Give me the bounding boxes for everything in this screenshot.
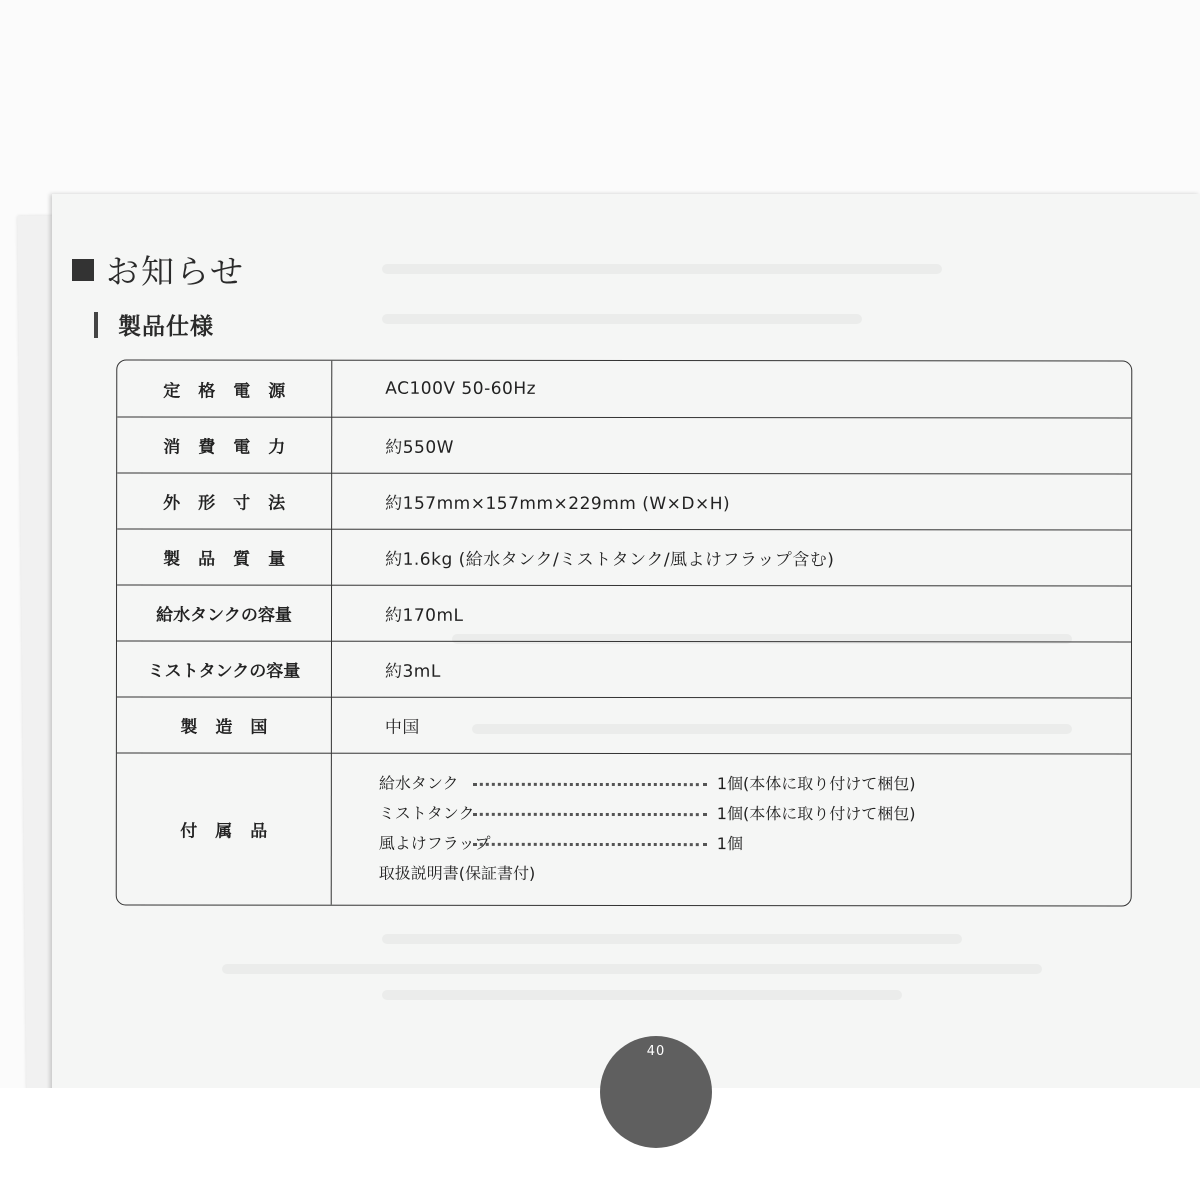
sub-heading [94, 308, 214, 341]
spec-label: 製造国 [117, 696, 332, 752]
accessory-qty: 1個 [716, 833, 743, 853]
bleed-through-text [382, 314, 862, 324]
spec-label: 付属品 [117, 752, 332, 904]
spec-value: 約550W [385, 437, 454, 458]
spec-value: 約157mm×157mm×229mm (W×D×H) [385, 493, 731, 514]
spec-row [117, 528, 1131, 586]
accessory-name: 風よけフラップ [378, 833, 491, 853]
dot-leader [473, 812, 707, 815]
spec-row [117, 584, 1131, 642]
bleed-through-text [222, 964, 1042, 974]
dot-leader [473, 842, 707, 845]
bleed-through-text [382, 990, 902, 1000]
accessory-qty: 1個(本体に取り付けて梱包) [716, 773, 916, 793]
square-bullet-icon [72, 259, 94, 281]
accessory-item [379, 797, 916, 828]
spec-row [117, 416, 1131, 474]
spec-value: 中国 [384, 717, 420, 738]
accessory-list [379, 767, 916, 888]
accessory-item [379, 827, 916, 858]
page-number: 40 [646, 1044, 666, 1059]
spec-label: 外形寸法 [117, 472, 332, 528]
spec-value: 約170mL [385, 605, 464, 626]
accessory-name: ミストタンク [378, 803, 475, 823]
page-number-badge [600, 1036, 712, 1148]
spec-value: 約3mL [384, 661, 441, 682]
spec-value: AC100V 50-60Hz [385, 378, 537, 399]
accessory-item [379, 767, 916, 798]
section-heading [72, 246, 245, 293]
spec-label: 給水タンクの容量 [117, 584, 332, 640]
spec-row [117, 472, 1131, 530]
bleed-through-text [382, 934, 962, 944]
spec-label: 定格電源 [117, 360, 332, 416]
spec-value: 約1.6kg (給水タンク/ミストタンク/風よけフラップ含む) [385, 549, 835, 570]
accessory-name: 給水タンク [378, 773, 459, 793]
spec-row-accessories [117, 752, 1131, 905]
bleed-through-text [382, 264, 942, 274]
spec-label: 消費電力 [117, 416, 332, 472]
accessory-item [379, 857, 916, 888]
accessory-qty: 1個(本体に取り付けて梱包) [716, 803, 916, 823]
spec-row [117, 360, 1131, 418]
spec-table [116, 359, 1133, 906]
spec-label: 製品質量 [117, 528, 332, 584]
spec-row [117, 696, 1131, 754]
sub-heading-text: 製品仕様 [118, 314, 214, 340]
accessory-name: 取扱説明書(保証書付) [378, 863, 536, 883]
spec-row [117, 640, 1131, 698]
desk-surface [0, 1088, 1200, 1200]
spec-label: ミストタンクの容量 [117, 640, 332, 696]
dot-leader [473, 782, 707, 785]
heading-bar [94, 312, 98, 338]
heading-text: お知らせ [106, 252, 246, 291]
